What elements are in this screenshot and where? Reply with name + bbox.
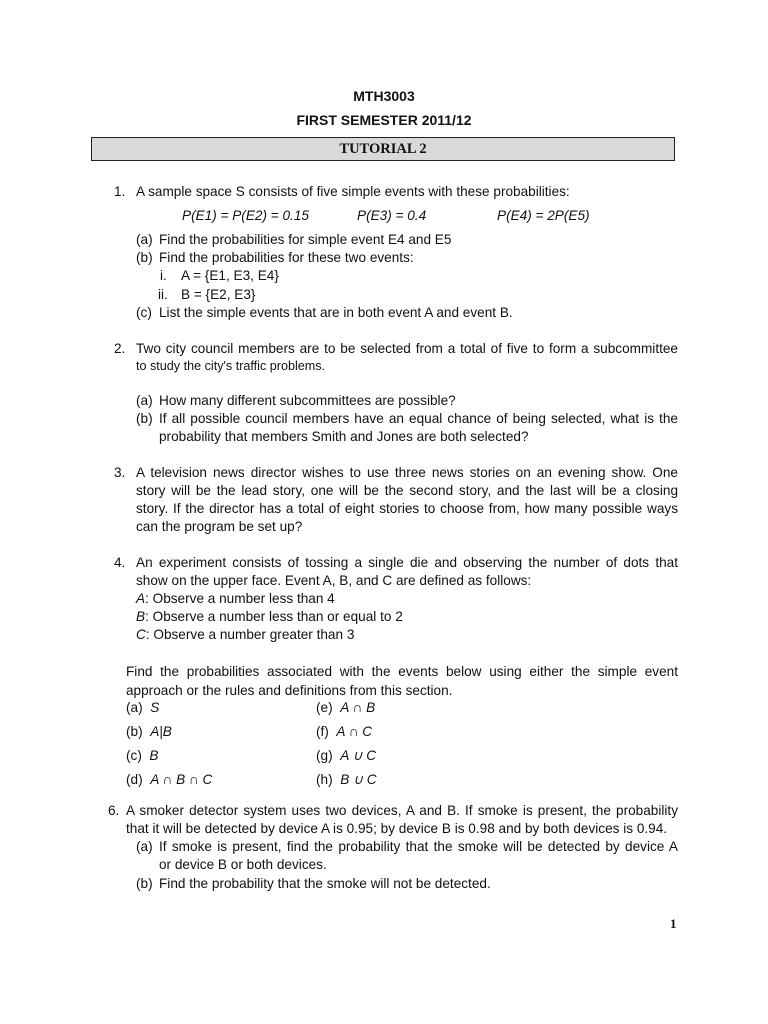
q6b-label: (b) — [136, 876, 153, 891]
q6-line-2: that it will be detected by device A is 0.95; by device B is 0.98 and by both devices is 0.94. — [126, 821, 668, 836]
q3-line-3: story. If the director has a total of eight stories to choose from, how many possible ways — [136, 501, 678, 516]
q6a-line-1: If smoke is present, find the probability that the smoke will be detected by device A — [159, 839, 678, 854]
q4-part-a: (a) S — [126, 700, 160, 715]
q4-part-b: (b) A|B — [126, 724, 172, 739]
page-number: 1 — [670, 916, 677, 931]
q6b-text: Find the probability that the smoke will not be detected. — [159, 876, 491, 891]
q4-part-d: (d) A ∩ B ∩ C — [126, 772, 213, 787]
q1b-text: Find the probabilities for these two events: — [159, 250, 414, 265]
q1bi-label: i. — [160, 268, 167, 283]
q1bi-text: A = {E1, E3, E4} — [181, 268, 279, 283]
q1-number: 1. — [114, 184, 126, 199]
q4-part-h: (h) B ∪ C — [316, 772, 377, 787]
q1-text: A sample space S consists of five simple events with these probabilities: — [136, 184, 570, 199]
q1c-label: (c) — [136, 305, 152, 320]
q2b-line-1: If all possible council members have an equal chance of being selected, what is the — [159, 411, 678, 426]
q1bii-text: B = {E2, E3} — [181, 287, 256, 302]
q4-event-c: C: Observe a number greater than 3 — [136, 627, 355, 642]
q2a-label: (a) — [136, 393, 153, 408]
q6-number: 6. — [108, 803, 120, 818]
q3-line-2: story will be the lead story, one will be the second story, and the last will be a closing — [136, 483, 678, 498]
q4-event-b: B: Observe a number less than or equal to 2 — [136, 609, 403, 624]
q1-equation-3: P(E4) = 2P(E5) — [497, 208, 590, 223]
q4-line-2: show on the upper face. Event A, B, and C are defined as follows: — [136, 573, 532, 588]
q4-part-c: (c) B — [126, 748, 159, 763]
q6a-line-2: or device B or both devices. — [159, 857, 327, 872]
q3-number: 3. — [114, 465, 126, 480]
q1a-label: (a) — [136, 232, 153, 247]
q2b-label: (b) — [136, 411, 153, 426]
q2-line-1: Two city council members are to be selected from a total of five to form a subcommittee — [136, 341, 678, 356]
q3-line-1: A television news director wishes to use three news stories on an evening show. One — [136, 465, 678, 480]
q4-part-f: (f) A ∩ C — [316, 724, 373, 739]
q4-event-a: A: Observe a number less than 4 — [136, 591, 335, 606]
q4-part-g: (g) A ∪ C — [316, 748, 377, 763]
q4-part-e: (e) A ∩ B — [316, 700, 376, 715]
q1a-text: Find the probabilities for simple event E4 and E5 — [159, 232, 452, 247]
semester-title: FIRST SEMESTER 2011/12 — [296, 112, 472, 128]
q6-line-1: A smoker detector system uses two devices, A and B. If smoke is present, the probability — [126, 803, 678, 818]
course-code: MTH3003 — [353, 88, 415, 104]
q2b-line-2: probability that members Smith and Jones are both selected? — [159, 429, 529, 444]
q1c-text: List the simple events that are in both event A and event B. — [159, 305, 513, 320]
q4-line-1: An experiment consists of tossing a single die and observing the number of dots that — [136, 555, 678, 570]
q4-find-line-1: Find the probabilities associated with the events below using either the simple event — [126, 664, 678, 679]
q1bii-label: ii. — [158, 287, 168, 302]
q1-equation-1: P(E1) = P(E2) = 0.15 — [182, 208, 309, 223]
q1-equation-2: P(E3) = 0.4 — [357, 208, 427, 223]
tutorial-title: TUTORIAL 2 — [339, 141, 427, 157]
q2a-text: How many different subcommittees are possible? — [159, 393, 456, 408]
q4-find-line-2: approach or the rules and definitions from this section. — [126, 683, 453, 698]
tutorial-title-box — [91, 137, 675, 161]
q6a-label: (a) — [136, 839, 153, 854]
q3-line-4: can the program be set up? — [136, 519, 303, 534]
q4-number: 4. — [114, 555, 126, 570]
q2-line-2: to study the city's traffic problems. — [136, 359, 326, 373]
q2-number: 2. — [114, 341, 126, 356]
q1b-label: (b) — [136, 250, 153, 265]
